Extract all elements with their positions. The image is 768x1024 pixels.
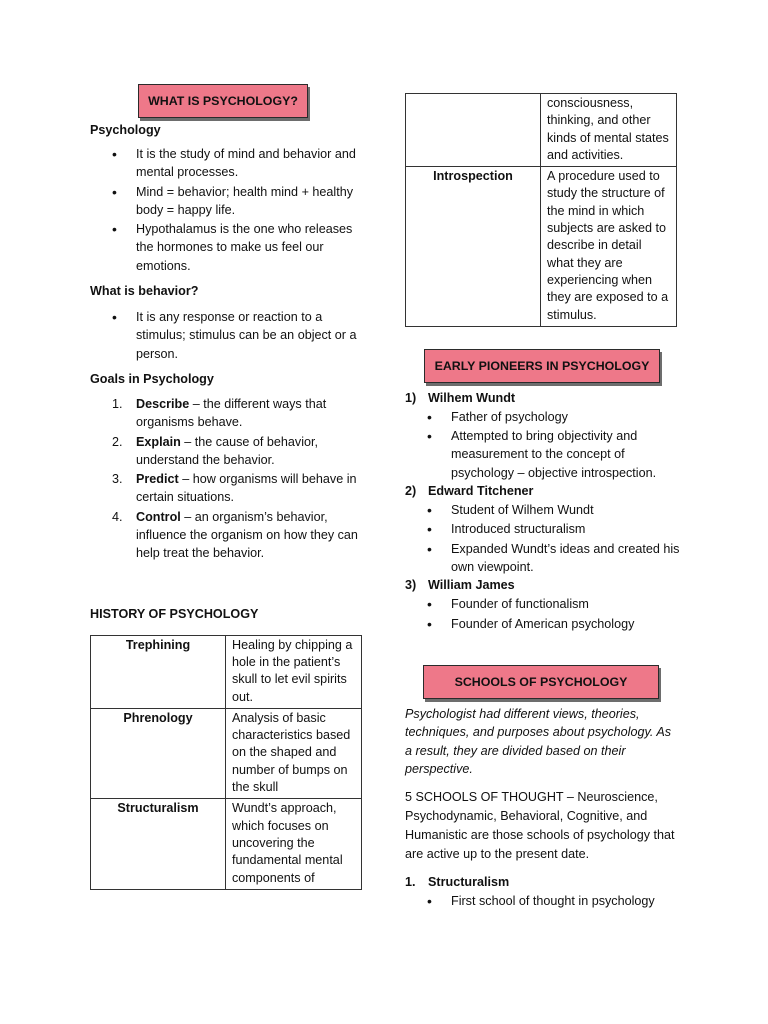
- table-term: Phrenology: [91, 708, 226, 798]
- table-term: [406, 94, 541, 167]
- goal-number: 2.: [112, 434, 123, 449]
- pioneer-number: 3): [405, 578, 417, 593]
- school-item: [405, 873, 680, 892]
- schools-paragraph: 5 SCHOOLS OF THOUGHT – Neuroscience, Psychodynamic, Behavioral, Cognitive, and Humanistic are those schools of psychology that are active up to the present date.: [405, 789, 675, 861]
- goal-number: 4.: [112, 509, 123, 524]
- psychology-bullets: [90, 145, 365, 275]
- goal-number: 1.: [112, 396, 123, 411]
- table-row: [406, 94, 677, 167]
- table-desc: Wundt’s approach, which focuses on uncovering the fundamental mental components of: [226, 799, 362, 889]
- behavior-label: What is behavior?: [90, 284, 199, 299]
- pioneer-name: [405, 389, 680, 408]
- pioneer-name: [405, 576, 680, 595]
- goals-list: [90, 395, 365, 563]
- goal-term: Explain: [136, 434, 181, 449]
- list-item: • Attempted to bring objectivity and measurement to the concept of psychology – objective introspection.: [405, 427, 680, 482]
- table-desc: Analysis of basic characteristics based on the shaped and number of bumps on the skull: [226, 708, 362, 798]
- goal-item: [90, 508, 365, 563]
- history-heading: HISTORY OF PSYCHOLOGY: [90, 606, 259, 621]
- goal-term: Control: [136, 509, 181, 524]
- table-desc: A procedure used to study the structure of the mind in which subjects are asked to describe in detail what they are experiencing when they are exposed to a stimulus.: [541, 167, 677, 327]
- list-item: • Expanded Wundt’s ideas and created his own viewpoint.: [405, 540, 680, 577]
- table-desc: consciousness, thinking, and other kinds of mental states and activities.: [541, 94, 677, 167]
- table-term: Trephining: [91, 635, 226, 708]
- schools-heading: SCHOOLS OF PSYCHOLOGY: [423, 665, 659, 699]
- right-column: [405, 93, 680, 910]
- list-item: • Mind = behavior; health mind + healthy body = happy life.: [90, 183, 365, 220]
- early-pioneers-heading: EARLY PIONEERS IN PSYCHOLOGY: [424, 349, 660, 383]
- goal-item: [90, 433, 365, 470]
- pioneer-bullets: [405, 501, 680, 576]
- pioneers-list: [405, 389, 680, 633]
- psychology-label: Psychology: [90, 123, 161, 137]
- list-item: • First school of thought in psychology: [405, 892, 680, 910]
- goal-desc: – the cause of behavior, understand the behavior.: [136, 434, 319, 467]
- table-term: Structuralism: [91, 799, 226, 889]
- goal-term: Predict: [136, 472, 179, 487]
- goal-item: [90, 395, 365, 432]
- table-row: [91, 708, 362, 798]
- school-number: 1.: [405, 874, 416, 889]
- goal-number: 3.: [112, 472, 123, 487]
- pioneer-number: 1): [405, 390, 417, 405]
- pioneer-name: [405, 482, 680, 501]
- pioneer-number: 2): [405, 484, 417, 499]
- list-item: • Student of Wilhem Wundt: [405, 501, 680, 519]
- table-term: Introspection: [406, 167, 541, 327]
- pioneer-label: William James: [428, 578, 515, 593]
- list-item: • Founder of American psychology: [405, 615, 680, 633]
- list-item: • Introduced structuralism: [405, 520, 680, 538]
- behavior-bullets: [90, 308, 365, 363]
- left-column: [90, 84, 365, 890]
- list-item: • It is any response or reaction to a stimulus; stimulus can be an object or a person.: [90, 308, 365, 363]
- goal-term: Describe: [136, 396, 190, 411]
- goal-desc: – an organism’s behavior, influence the organism on how they can help treat the behavior.: [136, 509, 358, 561]
- school-bullets: [405, 892, 680, 910]
- goal-item: [90, 470, 365, 507]
- school-label: Structuralism: [428, 874, 510, 889]
- goal-desc: – how organisms will behave in certain situations.: [136, 472, 357, 505]
- goals-label: Goals in Psychology: [90, 371, 214, 386]
- schools-intro: Psychologist had different views, theories, techniques, and purposes about psychology. As a result, they are divided based on their perspective.: [405, 706, 672, 777]
- table-row: [91, 635, 362, 708]
- list-item: • It is the study of mind and behavior and mental processes.: [90, 145, 365, 182]
- pioneer-label: Edward Titchener: [428, 484, 534, 499]
- table-row: [406, 167, 677, 327]
- list-item: • Founder of functionalism: [405, 595, 680, 613]
- list-item: • Father of psychology: [405, 408, 680, 426]
- pioneer-label: Wilhem Wundt: [428, 390, 516, 405]
- what-is-psychology-heading: WHAT IS PSYCHOLOGY?: [138, 84, 308, 118]
- pioneer-bullets: [405, 595, 680, 633]
- goal-desc: – the different ways that organisms behave.: [136, 396, 327, 430]
- table-row: [91, 799, 362, 889]
- list-item: • Hypothalamus is the one who releases the hormones to make us feel our emotions.: [90, 220, 365, 275]
- history-table: [90, 635, 362, 890]
- pioneer-bullets: [405, 408, 680, 482]
- table-desc: Healing by chipping a hole in the patient’s skull to let evil spirits out.: [226, 635, 362, 708]
- history-table-continued: [405, 93, 677, 327]
